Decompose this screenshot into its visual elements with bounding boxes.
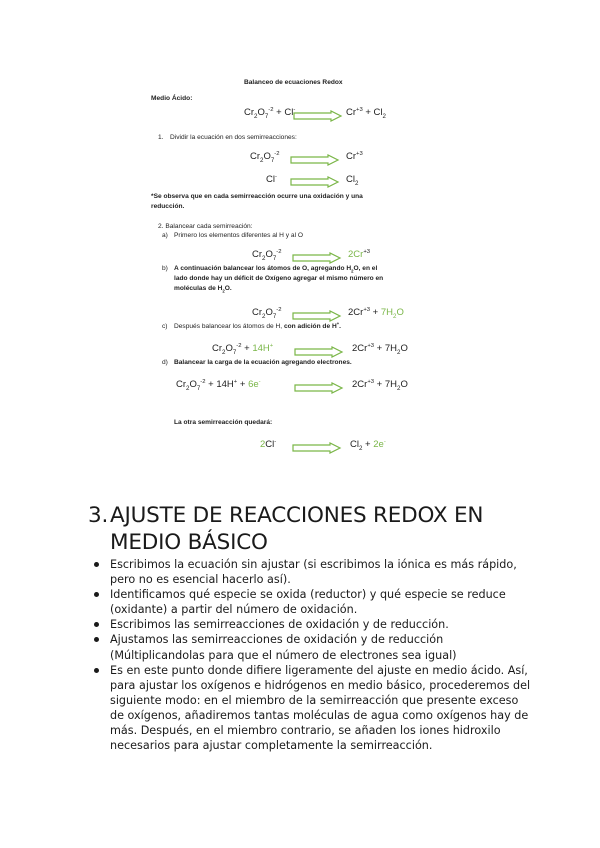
step-b-text-2: lado donde hay un déficit de Oxígeno agregar el mismo número en <box>174 275 384 282</box>
step-b-text-1: A continuación balancear los átomos de O, agregando $H_2O$, en el <box>174 265 378 274</box>
eq-a-arrow-icon <box>292 252 342 264</box>
eq1-arrow-icon <box>293 110 343 122</box>
step-c-label: c) <box>162 323 168 330</box>
eq-other-arrow-icon <box>292 442 342 454</box>
eq1-right: $Cr^{+3} + Cl_2$ <box>346 106 386 120</box>
section-number: 3. <box>88 503 109 528</box>
list-item: Escribimos la ecuación sin ajustar (si escribimos la iónica es más rápido, pero no es esencial hacerlo así). <box>94 557 534 587</box>
eq-b-left: $Cr_2O_7^{-2}$ <box>252 306 282 320</box>
step-b-label: b) <box>162 265 168 272</box>
eq-other-left: 2Cl- <box>260 438 277 450</box>
list-item: Identificamos qué especie se oxida (reductor) y qué especie se reduce (oxidante) a partir del número de oxidación. <box>94 587 534 617</box>
section-heading <box>88 502 518 556</box>
list-item: Ajustamos las semirreacciones de oxidación y de reducción (Múltiplicandolas para que el número de electrones sea igual) <box>94 632 534 662</box>
step1-text: Dividir la ecuación en dos semirreacciones: <box>170 134 297 141</box>
eq-c-left: $Cr_2O_7^{-2} + 14H^+$ <box>212 342 274 356</box>
semi1-left: $Cr_2O_7^{-2}$ <box>250 150 280 164</box>
eq-d-left: $Cr_2O_7^{-2} + 14H^+ + 6e^-$ <box>176 378 261 392</box>
figure-other-label: La otra semirreacción quedará: <box>174 419 273 426</box>
figure-title: Balanceo de ecuaciones Redox <box>244 79 343 86</box>
list-item: Es en este punto donde difiere ligeramente del ajuste en medio ácido. Así, para ajustar los oxígenos e hidrógenos en medio básico, procederemos del siguiente modo: en el miembro de la semirreacción que presente exceso de oxígenos, añadiremos tantas moléculas de agua como oxígenos hay de más. Después, en el miembro contrario, se añaden los iones hidroxilo necesarios para ajustar completamente la semirreacción. <box>94 663 534 754</box>
list-item: Escribimos las semirreacciones de oxidación y de reducción. <box>94 617 534 632</box>
eq-a-right: $2Cr^{+3}$ <box>348 248 371 260</box>
step2-text: 2. Balancear cada semirreación: <box>158 223 253 230</box>
semi1-right: $Cr^{+3}$ <box>346 150 363 162</box>
eq-c-right: $2Cr^{+3} + 7H_2O$ <box>352 342 408 356</box>
semi1-arrow-icon <box>290 154 340 166</box>
step-a-text: Primero los elementos diferentes al H y al O <box>174 232 303 239</box>
step-d-text: Balancear la carga de la ecuación agregando electrones. <box>174 359 352 366</box>
semi2-left: Cl- <box>266 173 277 185</box>
steps-list <box>94 557 534 753</box>
eq-a-left: $Cr_2O_7^{-2}$ <box>252 248 282 262</box>
figure-medio-label: Medio Ácido: <box>151 95 193 102</box>
section-title-line-2: MEDIO BÁSICO <box>110 530 268 555</box>
step1-num: 1. <box>158 134 164 141</box>
step-a-label: a) <box>162 232 168 239</box>
eq-b-arrow-icon <box>292 310 342 322</box>
figure-note: *Se observa que en cada semirreacción ocurre una oxidación y una <box>151 193 363 200</box>
redox-balancing-figure <box>148 72 448 462</box>
step-b-text-3: moléculas de $H_2O$. <box>174 285 232 294</box>
section-title-line-1: AJUSTE DE REACCIONES REDOX EN <box>110 503 484 528</box>
eq-b-right: $2Cr^{+3} + 7H_2O$ <box>348 306 404 320</box>
semi2-arrow-icon <box>290 176 340 188</box>
eq-d-arrow-icon <box>294 382 344 394</box>
section-title <box>88 502 518 556</box>
step-d-label: d) <box>162 359 168 366</box>
figure-note-2: reducción. <box>151 203 185 210</box>
eq-d-right: $2Cr^{+3} + 7H_2O$ <box>352 378 408 392</box>
eq-c-arrow-icon <box>294 346 344 358</box>
step-c-text: Después balancear los átomos de H, con adición de H+. <box>174 321 341 331</box>
eq-other-right: $Cl_2 + 2e^-$ <box>350 438 386 452</box>
semi2-right: $Cl_2$ <box>346 174 359 187</box>
eq1-left: $Cr_2O_7^{-2} + Cl^-$ <box>244 106 296 120</box>
